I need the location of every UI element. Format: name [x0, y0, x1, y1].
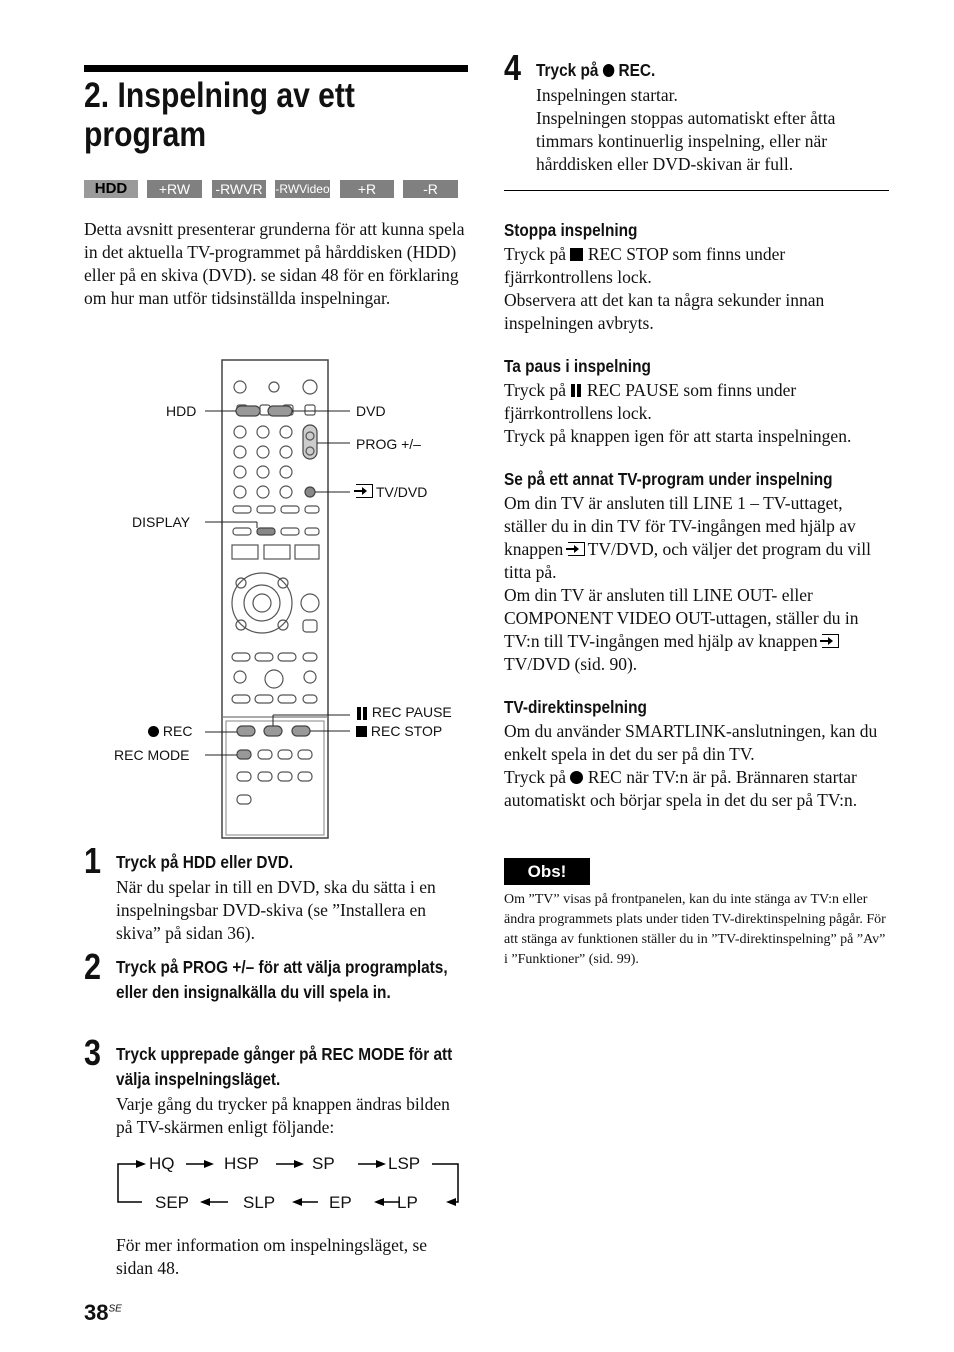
page-number: $38^{SE}$	[84, 1300, 122, 1325]
label-rec-stop: REC STOP	[356, 723, 442, 739]
record-circle-icon	[148, 726, 159, 737]
section-divider	[504, 190, 889, 191]
record-circle-icon	[603, 64, 614, 77]
mode-lp: LP	[397, 1193, 418, 1212]
label-display: DISPLAY	[132, 514, 191, 530]
badge-minus-r: -R	[403, 180, 458, 198]
direct-body: Om du använder SMARTLINK-anslutningen, kan du enkelt spela in det du ser på din TV. Tryck på REC när TV:n är på. Brännaren startar automatiskt och börjar spela in det du ser på TV:n.	[504, 721, 878, 810]
title-rule	[84, 65, 468, 72]
stop-heading: Stoppa inspelning	[504, 220, 638, 240]
label-prog: PROG +/–	[356, 436, 421, 452]
modes-footer: För mer information om inspelningsläget, se sidan 48.	[116, 1235, 428, 1278]
label-rec-mode: REC MODE	[114, 747, 190, 763]
step-3-body: Varje gång du trycker på knappen ändras bilden på TV-skärmen enligt följande:	[116, 1094, 450, 1137]
record-circle-icon	[570, 771, 583, 784]
stop-square-icon	[570, 248, 583, 261]
step-3-heading: Tryck upprepade gånger på REC MODE för att välja inspelningsläget.	[116, 1044, 453, 1089]
label-rec: REC	[148, 723, 192, 739]
input-select-icon	[356, 484, 373, 498]
step-4-number: 4	[504, 47, 522, 88]
pause-icon	[570, 384, 582, 397]
step-3-number: 3	[84, 1032, 102, 1073]
step-2-heading: Tryck på PROG +/– för att välja programplats, eller den insignalkälla du vill spela in.	[116, 957, 448, 1002]
label-tv-dvd: TV/DVD	[356, 484, 427, 500]
label-rec-pause: REC PAUSE	[356, 704, 452, 720]
obs-note: Om ”TV” visas på frontpanelen, kan du inte stänga av TV:n eller ändra programmets plats under tiden TV-direktinspelning pågår. För att stänga av funktionen ställer du in ”TV-direktinspelning” på ”Av” i ”Funktioner” (sid. 99).	[504, 892, 886, 967]
watch-heading: Se på ett annat TV-program under inspelning	[504, 469, 833, 489]
page-title: 2. Inspelning av ett program	[84, 76, 355, 154]
step-4-heading: Tryck på REC.	[536, 60, 656, 80]
badge-minus-rw-vr: -RWVR	[212, 180, 266, 198]
badge-hdd: HDD	[84, 180, 138, 198]
mode-sp: SP	[312, 1154, 335, 1173]
label-hdd: HDD	[166, 403, 197, 419]
mode-lsp: LSP	[388, 1154, 421, 1173]
direct-heading: TV-direktinspelning	[504, 697, 647, 717]
watch-body: Om din TV är ansluten till LINE 1 – TV-uttaget, ställer du in din TV för TV-ingången med hjälp av knappen TV/DVD, och väljer det program du vill titta på. Om din TV är ansluten till LINE OUT- eller COMPONENT VIDEO OUT-uttagen, ställer du in TV:n till TV-ingången med hjälp av knappen TV/DVD (sid. 90).	[504, 493, 872, 674]
step-4-body: Inspelningen startar. Inspelningen stoppas automatiskt efter åtta timmars kontinuerlig inspelning, eller när hårddisken eller DVD-skivan är full.	[536, 85, 836, 174]
step-1-number: 1	[84, 840, 102, 881]
step-1-body: När du spelar in till en DVD, ska du sätta i en inspelningsbar DVD-skiva (se ”Installera en skiva” på sidan 36).	[116, 877, 436, 943]
intro-paragraph: Detta avsnitt presenterar grunderna för att kunna spela in det aktuella TV-programmet på hårddisken (HDD) eller på en skiva (DVD). se sidan 48 för en förklaring om hur man utför tidsinställda inspelningar.	[84, 219, 465, 308]
mode-hsp: HSP	[224, 1154, 259, 1173]
input-select-icon	[568, 542, 585, 556]
obs-label: Obs!	[504, 858, 590, 885]
mode-sep: SEP	[155, 1193, 190, 1212]
badge-plus-r: +R	[340, 180, 394, 198]
stop-body: Tryck på REC STOP som finns under fjärrkontrollens lock. Observera att det kan ta några sekunder innan inspelningen avbryts.	[504, 244, 825, 333]
input-select-icon	[822, 634, 839, 648]
mode-ep: EP	[329, 1193, 352, 1212]
pause-icon	[356, 707, 368, 718]
pause-body: Tryck på REC PAUSE som finns under fjärrkontrollens lock. Tryck på knappen igen för att starta inspelningen.	[504, 380, 852, 446]
badge-plus-rw: +RW	[147, 180, 202, 198]
label-dvd: DVD	[356, 403, 386, 419]
remote-control-illustration	[100, 355, 480, 840]
badge-minus-rw-video: -RWVideo	[275, 182, 330, 196]
mode-slp: SLP	[243, 1193, 276, 1212]
step-1-heading: Tryck på HDD eller DVD.	[116, 852, 294, 872]
pause-heading: Ta paus i inspelning	[504, 356, 651, 376]
stop-square-icon	[356, 726, 367, 737]
mode-hq: HQ	[149, 1154, 175, 1173]
step-2-number: 2	[84, 946, 102, 987]
